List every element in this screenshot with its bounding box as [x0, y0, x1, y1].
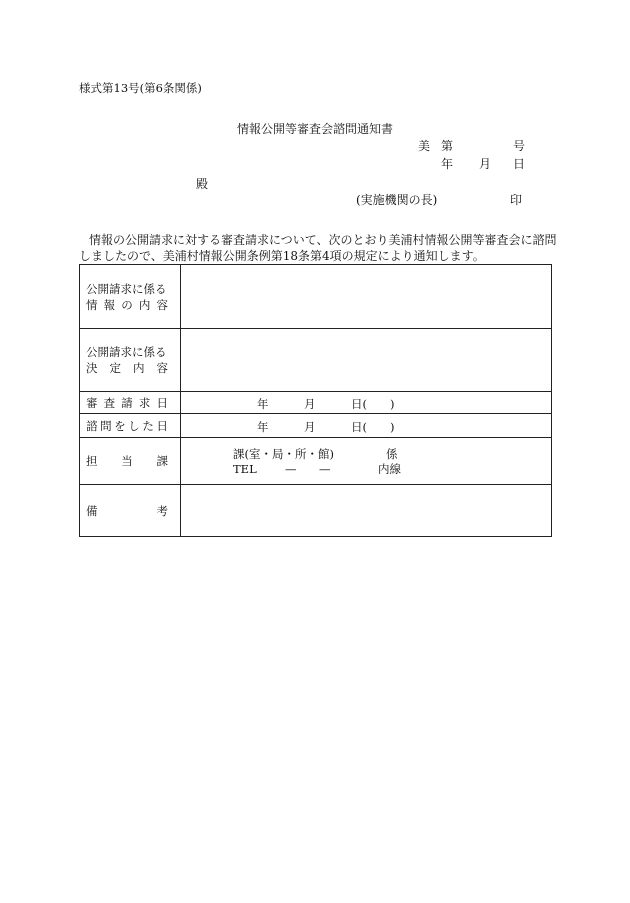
label-request-date: 審 査 請 求 日 [80, 392, 181, 414]
table-row-consult-date [80, 414, 552, 438]
document-title: 情報公開等審査会諮問通知書 [236, 122, 393, 136]
notice-body-line-1: 情報の公開請求に対する審査請求について、次のとおり美浦村情報公開等審査会に諮問 [89, 233, 557, 247]
value-consult-date[interactable]: 年 月 日( ) [181, 414, 552, 438]
table-row-decision-content [80, 329, 552, 392]
label-remarks: 備 考 [80, 485, 181, 537]
value-decision-content[interactable] [181, 329, 552, 392]
value-info-content[interactable] [181, 265, 552, 329]
label-decision-content: 公開請求に係る 決 定 内 容 [80, 329, 181, 392]
extension-label: 内線 [378, 462, 401, 476]
doc-number-go: 号 [513, 139, 526, 153]
table-row-remarks [80, 485, 552, 537]
tel-dash-2: — [319, 462, 331, 476]
addressee-suffix: 殿 [196, 177, 209, 191]
doc-number-prefix: 美 [418, 139, 431, 153]
date-day: 日 [513, 157, 526, 171]
tel-label: TEL [233, 462, 257, 476]
table-row-info-content [80, 265, 552, 329]
notice-info-table [79, 264, 552, 537]
kakari-label: 係 [386, 447, 398, 461]
form-number-label: 様式第13号(第6条関係) [79, 81, 202, 95]
notice-body-line-2: しましたので、美浦村情報公開条例第18条第4項の規定により通知します。 [79, 249, 485, 263]
value-department[interactable] [181, 438, 552, 485]
notice-body [79, 232, 559, 264]
seal-mark: 印 [510, 193, 523, 207]
value-request-date[interactable]: 年 月 日( ) [181, 392, 552, 414]
value-remarks[interactable] [181, 485, 552, 537]
label-department: 担 当 課 [80, 438, 181, 485]
date-month: 月 [479, 157, 492, 171]
label-info-content: 公開請求に係る 情 報 の 内 容 [80, 265, 181, 329]
table-row-department [80, 438, 552, 485]
doc-number-dai: 第 [441, 139, 454, 153]
sender-title: (実施機関の長) [356, 193, 438, 207]
dept-label: 課(室・局・所・館) [233, 447, 334, 461]
table-row-request-date [80, 392, 552, 414]
tel-dash-1: — [285, 462, 297, 476]
date-year: 年 [441, 157, 454, 171]
label-consult-date: 諮 問 を し た 日 [80, 414, 181, 438]
